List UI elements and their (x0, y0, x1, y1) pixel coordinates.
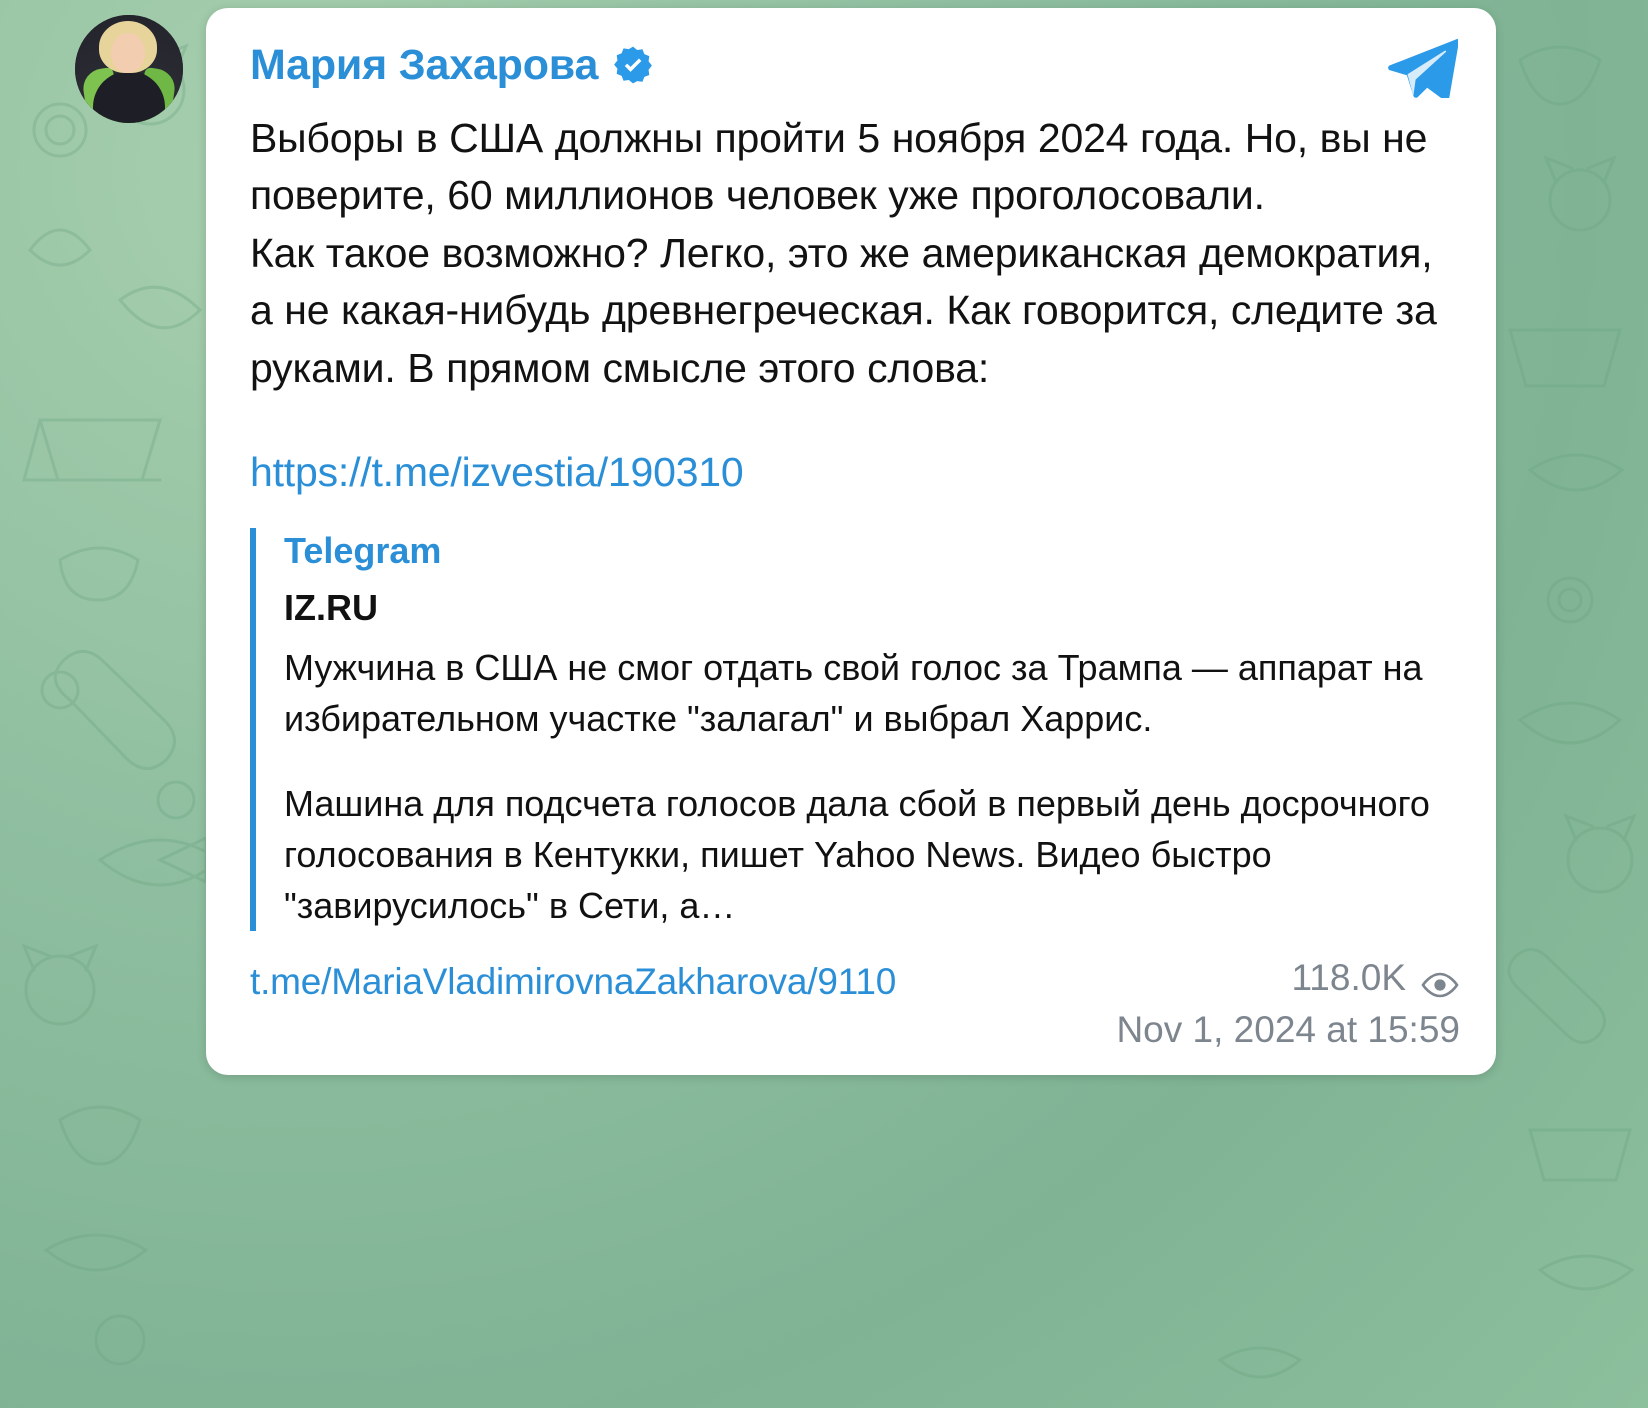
post-header (250, 34, 1460, 96)
preview-site-name: Telegram (284, 529, 442, 571)
avatar-photo (75, 15, 183, 123)
preview-paragraph-1: Мужчина в США не смог отдать свой голос за Трампа — аппарат на избирательном участке "залагал" и выбрал Харрис. (284, 646, 1423, 739)
preview-title: IZ.RU (284, 586, 378, 628)
view-count (1116, 957, 1460, 999)
post-paragraph-1: Выборы в США должны пройти 5 ноября 2024 года. Но, вы не поверите, 60 миллионов человек уже проголосовали. (250, 115, 1428, 219)
post-paragraph-2: Как такое возможно? Легко, это же американская демократия, а не какая-нибудь древнегреческая. Как говорится, следите за руками. В прямом смысле этого слова: (250, 229, 1437, 391)
avatar[interactable] (75, 15, 183, 123)
post-link[interactable]: https://t.me/izvestia/190310 (250, 448, 744, 495)
post-text (250, 110, 1460, 397)
view-count-value: 118.0K (1291, 957, 1406, 999)
eye-icon (1420, 965, 1460, 991)
author-name: Мария Захарова (250, 40, 599, 89)
preview-paragraph-2: Машина для подсчета голосов дала сбой в первый день досрочного голосования в Кентукки, пишет Yahoo News. Видео быстро "завирусилось" в Сети, а… (284, 782, 1430, 926)
verified-badge-icon (612, 44, 654, 86)
post-meta (1116, 957, 1460, 1051)
post-footer (250, 957, 1460, 1051)
telegram-logo-icon (1388, 36, 1458, 98)
telegram-post-card (206, 8, 1496, 1075)
post-timestamp: Nov 1, 2024 at 15:59 (1116, 1009, 1460, 1051)
preview-body (284, 642, 1460, 932)
source-link[interactable]: t.me/MariaVladimirovnaZakharova/9110 (250, 961, 897, 1003)
link-preview[interactable] (250, 528, 1460, 931)
